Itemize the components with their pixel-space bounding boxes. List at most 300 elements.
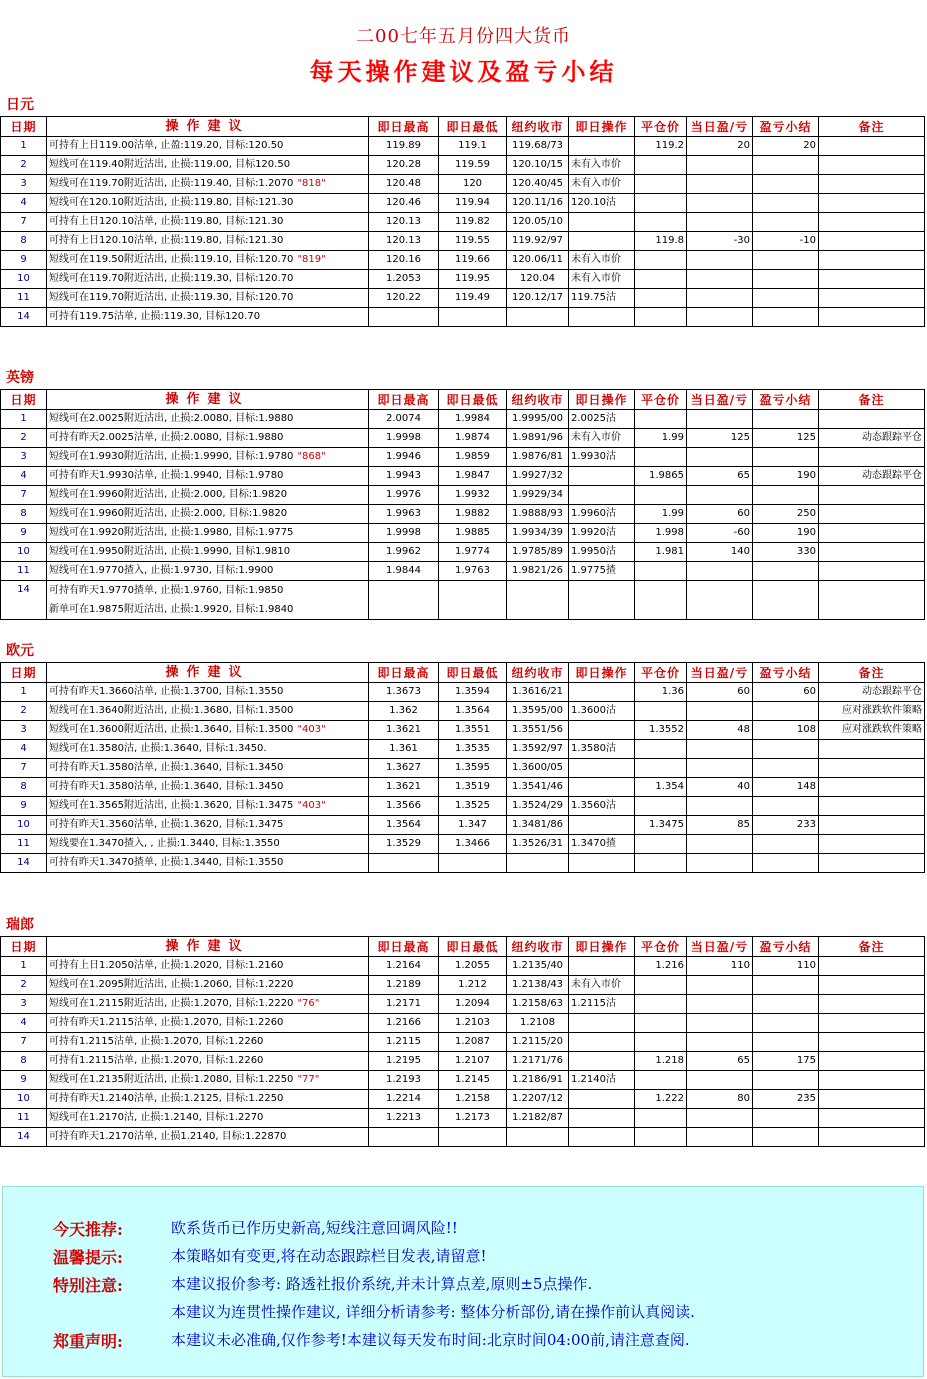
suggestion-cell xyxy=(47,1090,369,1109)
cell-note xyxy=(819,505,925,524)
cell-low: 1.3519 xyxy=(439,778,507,797)
cell-date: 4 xyxy=(1,194,47,213)
cell-ny xyxy=(507,854,569,873)
cell-daily xyxy=(687,448,753,467)
cell-high: 1.3564 xyxy=(369,816,439,835)
cell-date: 14 xyxy=(1,1128,47,1147)
suggestion-cell xyxy=(47,797,369,816)
suggestion-text: 短线可在119.40附近沽出, 止损:119.00, 目标120.50 xyxy=(49,159,291,170)
suggestion-cell xyxy=(47,1071,369,1090)
suggestion-text: 短线可在119.70附近沽出, 止损:119.30, 目标:120.70 xyxy=(49,292,294,303)
cell-low xyxy=(439,581,507,620)
suggestion-cell xyxy=(47,816,369,835)
cell-high: 1.3529 xyxy=(369,835,439,854)
suggestion-text: 短线可在1.9920附近沽出, 止损:1.9980, 目标:1.9775 xyxy=(49,527,294,538)
cell-close xyxy=(635,740,687,759)
cell-close: 1.354 xyxy=(635,778,687,797)
section-label: 日元 xyxy=(6,97,34,113)
cell-date: 10 xyxy=(1,543,47,562)
cell-sum xyxy=(753,976,819,995)
cell-close xyxy=(635,175,687,194)
suggestion-text: 可持有上日120.10沽单, 止损:119.80, 目标:121.30 xyxy=(49,216,284,227)
cell-ny: 1.3524/29 xyxy=(507,797,569,816)
cell-high: 120.22 xyxy=(369,289,439,308)
cell-note xyxy=(819,213,925,232)
suggestion-text: 可持有昨天1.3470揸单, 止损:1.3440, 目标:1.3550 xyxy=(49,857,284,868)
trade-table xyxy=(0,936,925,1147)
cell-ny: 120.11/16 xyxy=(507,194,569,213)
cell-ny: 1.9995/00 xyxy=(507,410,569,429)
suggestion-text: 短线可在120.10附近沽出, 止损:119.80, 目标:121.30 xyxy=(49,197,294,208)
cell-daily xyxy=(687,1109,753,1128)
header-close-price: 平仓价 xyxy=(635,937,687,957)
cell-ny: 1.9927/32 xyxy=(507,467,569,486)
cell-daily: 85 xyxy=(687,816,753,835)
cell-note xyxy=(819,1014,925,1033)
cell-act: 未有入市价 xyxy=(569,270,635,289)
cell-close: 1.3475 xyxy=(635,816,687,835)
cell-sum xyxy=(753,759,819,778)
header-daily-pl: 当日盈/亏 xyxy=(687,937,753,957)
suggestion-text: 短线可在1.3580沽, 止损:1.3640, 目标:1.3450. xyxy=(49,743,267,754)
suggestion-text: 可持有昨天1.2115沽单, 止损:1.2070, 目标:1.2260 xyxy=(49,1017,284,1028)
header-action: 即日操作 xyxy=(569,117,635,137)
cell-note xyxy=(819,581,925,620)
suggestion-text: 短线可在1.2115附近沽出, 止损:1.2070, 目标:1.2220 xyxy=(49,998,294,1009)
cell-low: 1.3594 xyxy=(439,683,507,702)
cell-low: 1.9763 xyxy=(439,562,507,581)
table-row xyxy=(1,505,925,524)
table-row xyxy=(1,194,925,213)
section-label: 英镑 xyxy=(6,370,34,386)
header-suggestion: 操作建议 xyxy=(47,937,369,957)
cell-note xyxy=(819,308,925,327)
cell-act xyxy=(569,1090,635,1109)
recommendation-text: 欧系货币已作历史新高,短线注意回调风险!! xyxy=(171,1219,458,1237)
cell-close: 1.99 xyxy=(635,429,687,448)
table-row xyxy=(1,740,925,759)
cell-low: 1.3595 xyxy=(439,759,507,778)
suggestion-text: 可持有昨天1.3580沽单, 止损:1.3640, 目标:1.3450 xyxy=(49,762,284,773)
suggestion-text: 可持有上日1.2050沽单, 止损:1.2020, 目标:1.2160 xyxy=(49,960,284,971)
cell-note: 应对涨跌软件策略 xyxy=(819,702,925,721)
cell-high: 120.46 xyxy=(369,194,439,213)
cell-note xyxy=(819,1071,925,1090)
cell-date: 4 xyxy=(1,1014,47,1033)
suggestion-cell xyxy=(47,543,369,562)
cell-close xyxy=(635,308,687,327)
cell-high: 1.9998 xyxy=(369,524,439,543)
cell-low: 1.9882 xyxy=(439,505,507,524)
cell-date: 11 xyxy=(1,835,47,854)
cell-date: 10 xyxy=(1,270,47,289)
cell-act: 1.9775揸 xyxy=(569,562,635,581)
highlight-tag: "403" xyxy=(297,800,326,811)
cell-daily xyxy=(687,1033,753,1052)
suggestion-text: 可持有1.2115沽单, 止损:1.2070, 目标:1.2260 xyxy=(49,1055,264,1066)
cell-date: 9 xyxy=(1,524,47,543)
cell-sum xyxy=(753,1071,819,1090)
suggestion-cell xyxy=(47,778,369,797)
cell-sum xyxy=(753,740,819,759)
suggestion-cell xyxy=(47,835,369,854)
table-row xyxy=(1,1014,925,1033)
cell-close xyxy=(635,1128,687,1147)
highlight-tag: "403" xyxy=(297,724,326,735)
suggestion-text: 可持有1.2115沽单, 止损:1.2070, 目标:1.2260 xyxy=(49,1036,264,1047)
cell-high: 120.13 xyxy=(369,213,439,232)
cell-act xyxy=(569,137,635,156)
table-row xyxy=(1,797,925,816)
cell-note: 动态跟踪平仓 xyxy=(819,467,925,486)
suggestion-cell xyxy=(47,957,369,976)
cell-ny: 1.2182/87 xyxy=(507,1109,569,1128)
suggestion-text: 短线可在1.9950附近沽出, 止损:1.9990, 目标1.9810 xyxy=(49,546,291,557)
cell-high: 1.2164 xyxy=(369,957,439,976)
highlight-tag: "77" xyxy=(297,1074,320,1085)
header-action: 即日操作 xyxy=(569,663,635,683)
cell-low: 119.66 xyxy=(439,251,507,270)
cell-low xyxy=(439,1128,507,1147)
header-action: 即日操作 xyxy=(569,390,635,410)
table-row xyxy=(1,213,925,232)
cell-daily: -60 xyxy=(687,524,753,543)
cell-daily: 80 xyxy=(687,1090,753,1109)
cell-note xyxy=(819,816,925,835)
table-row xyxy=(1,581,925,620)
cell-daily xyxy=(687,1071,753,1090)
cell-act: 未有入市价 xyxy=(569,251,635,270)
cell-note xyxy=(819,976,925,995)
cell-date: 8 xyxy=(1,1052,47,1071)
cell-date: 14 xyxy=(1,581,47,620)
cell-act: 1.9920沽 xyxy=(569,524,635,543)
table-row xyxy=(1,1090,925,1109)
cell-close: 1.998 xyxy=(635,524,687,543)
suggestion-cell xyxy=(47,1033,369,1052)
cell-high: 1.9962 xyxy=(369,543,439,562)
suggestion-cell xyxy=(47,702,369,721)
suggestion-cell xyxy=(47,854,369,873)
cell-daily: 110 xyxy=(687,957,753,976)
cell-note xyxy=(819,175,925,194)
cell-daily xyxy=(687,835,753,854)
suggestion-text: 可持有昨天2.0025沽单, 止损:2.0080, 目标:1.9880 xyxy=(49,432,284,443)
cell-high: 1.361 xyxy=(369,740,439,759)
cell-sum xyxy=(753,156,819,175)
cell-daily xyxy=(687,995,753,1014)
cell-act: 1.3560沽 xyxy=(569,797,635,816)
cell-note xyxy=(819,854,925,873)
cell-date: 1 xyxy=(1,410,47,429)
cell-sum xyxy=(753,854,819,873)
table-row xyxy=(1,816,925,835)
cell-sum xyxy=(753,581,819,620)
cell-ny: 120.12/17 xyxy=(507,289,569,308)
cell-close xyxy=(635,1033,687,1052)
cell-date: 3 xyxy=(1,721,47,740)
suggestion-text: 短线可在1.3565附近沽出, 止损:1.3620, 目标:1.3475 xyxy=(49,800,294,811)
cell-close xyxy=(635,156,687,175)
cell-close: 119.8 xyxy=(635,232,687,251)
suggestion-text: 短线可在1.9960附近沽出, 止损:2.000, 目标:1.9820 xyxy=(49,489,288,500)
cell-sum xyxy=(753,797,819,816)
suggestion-cell xyxy=(47,1052,369,1071)
cell-daily: 125 xyxy=(687,429,753,448)
report-title: 每天操作建议及盈亏小结 xyxy=(309,57,618,86)
cell-sum: 235 xyxy=(753,1090,819,1109)
suggestion-text: 可持有上日119.00沽单, 止盈:119.20, 目标:120.50 xyxy=(49,140,284,151)
cell-ny: 1.3600/05 xyxy=(507,759,569,778)
cell-low: 1.9874 xyxy=(439,429,507,448)
table-row xyxy=(1,957,925,976)
table-row xyxy=(1,270,925,289)
header-close-price: 平仓价 xyxy=(635,390,687,410)
cell-low: 119.59 xyxy=(439,156,507,175)
cell-note xyxy=(819,486,925,505)
cell-act: 1.3600沽 xyxy=(569,702,635,721)
table-row xyxy=(1,251,925,270)
header-ny-close: 纽约收市 xyxy=(507,937,569,957)
suggestion-text: 可持有上日120.10沽单, 止损:119.80, 目标:121.30 xyxy=(49,235,284,246)
cell-close xyxy=(635,995,687,1014)
cell-note xyxy=(819,289,925,308)
cell-date: 3 xyxy=(1,995,47,1014)
cell-daily: 65 xyxy=(687,467,753,486)
cell-daily xyxy=(687,702,753,721)
suggestion-text: 短线可在119.70附近沽出, 止损:119.40, 目标:1.2070 xyxy=(49,178,294,189)
cell-note xyxy=(819,524,925,543)
cell-ny: 1.2115/20 xyxy=(507,1033,569,1052)
header-pl-summary: 盈亏小结 xyxy=(753,117,819,137)
cell-high: 1.2213 xyxy=(369,1109,439,1128)
cell-date: 9 xyxy=(1,251,47,270)
cell-act xyxy=(569,778,635,797)
suggestion-cell xyxy=(47,137,369,156)
cell-act xyxy=(569,308,635,327)
header-low: 即日最低 xyxy=(439,390,507,410)
cell-low: 119.94 xyxy=(439,194,507,213)
table-row xyxy=(1,429,925,448)
cell-date: 10 xyxy=(1,816,47,835)
header-low: 即日最低 xyxy=(439,663,507,683)
cell-high: 1.3673 xyxy=(369,683,439,702)
header-daily-pl: 当日盈/亏 xyxy=(687,390,753,410)
cell-close: 1.981 xyxy=(635,543,687,562)
table-header xyxy=(1,937,925,957)
cell-act xyxy=(569,581,635,620)
suggestion-text-2: 新单可在1.9875附近沽出, 止损:1.9920, 目标:1.9840 xyxy=(49,604,294,615)
suggestion-cell xyxy=(47,581,369,620)
attention-text-1: 本建议报价参考: 路透社报价系统,并未计算点差,原则±5点操作. xyxy=(171,1275,593,1293)
header-high: 即日最高 xyxy=(369,390,439,410)
cell-act xyxy=(569,854,635,873)
cell-high: 1.2166 xyxy=(369,1014,439,1033)
cell-high: 1.3566 xyxy=(369,797,439,816)
header-close-price: 平仓价 xyxy=(635,663,687,683)
cell-sum: 175 xyxy=(753,1052,819,1071)
table-row xyxy=(1,486,925,505)
suggestion-text: 可持有昨天1.2140沽单, 止损:1.2125, 目标:1.2250 xyxy=(49,1093,284,1104)
cell-daily xyxy=(687,797,753,816)
cell-sum: 20 xyxy=(753,137,819,156)
cell-act: 119.75沽 xyxy=(569,289,635,308)
header-daily-pl: 当日盈/亏 xyxy=(687,117,753,137)
cell-note xyxy=(819,1090,925,1109)
cell-low xyxy=(439,308,507,327)
cell-sum: 330 xyxy=(753,543,819,562)
suggestion-cell xyxy=(47,270,369,289)
table-row xyxy=(1,137,925,156)
table-row xyxy=(1,995,925,1014)
cell-sum xyxy=(753,270,819,289)
suggestion-text: 短线可在1.3640附近沽出, 止损:1.3680, 目标:1.3500 xyxy=(49,705,294,716)
cell-date: 4 xyxy=(1,467,47,486)
cell-daily xyxy=(687,581,753,620)
header-action: 即日操作 xyxy=(569,937,635,957)
cell-low: 1.2107 xyxy=(439,1052,507,1071)
cell-note xyxy=(819,778,925,797)
table-row xyxy=(1,467,925,486)
cell-date: 11 xyxy=(1,1109,47,1128)
suggestion-text: 短线可在119.50附近沽出, 止损:119.10, 目标:120.70 xyxy=(49,254,294,265)
cell-ny: 120.40/45 xyxy=(507,175,569,194)
suggestion-cell xyxy=(47,995,369,1014)
cell-note xyxy=(819,1033,925,1052)
cell-close xyxy=(635,251,687,270)
table-row xyxy=(1,778,925,797)
suggestion-cell xyxy=(47,505,369,524)
cell-act: 未有入市价 xyxy=(569,976,635,995)
cell-close xyxy=(635,410,687,429)
cell-date: 11 xyxy=(1,562,47,581)
suggestion-cell xyxy=(47,721,369,740)
cell-ny: 1.3592/97 xyxy=(507,740,569,759)
cell-close: 1.99 xyxy=(635,505,687,524)
table-row xyxy=(1,721,925,740)
cell-low: 1.3525 xyxy=(439,797,507,816)
cell-close xyxy=(635,448,687,467)
cell-daily: -30 xyxy=(687,232,753,251)
cell-close xyxy=(635,1109,687,1128)
cell-low: 120 xyxy=(439,175,507,194)
cell-act xyxy=(569,486,635,505)
cell-low: 1.2103 xyxy=(439,1014,507,1033)
report-subtitle: 二00七年五月份四大货币 xyxy=(356,26,571,47)
cell-note xyxy=(819,137,925,156)
tip-row xyxy=(3,1245,923,1269)
cell-low: 119.1 xyxy=(439,137,507,156)
header-date: 日期 xyxy=(1,390,47,410)
table-row xyxy=(1,448,925,467)
cell-close xyxy=(635,1071,687,1090)
header-suggestion: 操作建议 xyxy=(47,390,369,410)
header-close-price: 平仓价 xyxy=(635,117,687,137)
cell-date: 2 xyxy=(1,156,47,175)
trade-table xyxy=(0,116,925,327)
cell-date: 2 xyxy=(1,702,47,721)
suggestion-cell xyxy=(47,156,369,175)
table-header xyxy=(1,663,925,683)
cell-high: 120.16 xyxy=(369,251,439,270)
cell-sum: 125 xyxy=(753,429,819,448)
cell-low: 1.2158 xyxy=(439,1090,507,1109)
suggestion-cell xyxy=(47,759,369,778)
cell-high: 1.362 xyxy=(369,702,439,721)
cell-daily: 40 xyxy=(687,778,753,797)
header-high: 即日最高 xyxy=(369,117,439,137)
cell-low: 1.2094 xyxy=(439,995,507,1014)
cell-daily xyxy=(687,759,753,778)
cell-sum xyxy=(753,486,819,505)
cell-close xyxy=(635,702,687,721)
cell-close xyxy=(635,213,687,232)
cell-act xyxy=(569,1109,635,1128)
cell-sum xyxy=(753,410,819,429)
cell-daily xyxy=(687,410,753,429)
suggestion-cell xyxy=(47,232,369,251)
cell-daily xyxy=(687,194,753,213)
header-suggestion: 操作建议 xyxy=(47,663,369,683)
suggestion-cell xyxy=(47,251,369,270)
header-ny-close: 纽约收市 xyxy=(507,663,569,683)
cell-high: 1.9963 xyxy=(369,505,439,524)
cell-date: 9 xyxy=(1,1071,47,1090)
cell-daily xyxy=(687,976,753,995)
cell-low: 119.49 xyxy=(439,289,507,308)
suggestion-cell xyxy=(47,1014,369,1033)
cell-note xyxy=(819,797,925,816)
cell-high xyxy=(369,854,439,873)
cell-high: 1.2189 xyxy=(369,976,439,995)
suggestion-text: 短线可在1.9770揸入, 止损:1.9730, 目标:1.9900 xyxy=(49,565,274,576)
cell-low: 1.212 xyxy=(439,976,507,995)
cell-daily xyxy=(687,308,753,327)
cell-ny: 1.9821/26 xyxy=(507,562,569,581)
suggestion-cell xyxy=(47,213,369,232)
cell-close: 1.36 xyxy=(635,683,687,702)
cell-high: 1.2115 xyxy=(369,1033,439,1052)
cell-ny: 1.2186/91 xyxy=(507,1071,569,1090)
header-note: 备注 xyxy=(819,663,925,683)
cell-note xyxy=(819,232,925,251)
suggestion-text: 可持有昨天1.2170沽单, 止损1.2140, 目标:1.22870 xyxy=(49,1131,287,1142)
cell-date: 3 xyxy=(1,448,47,467)
cell-sum xyxy=(753,1109,819,1128)
cell-note xyxy=(819,759,925,778)
cell-ny: 120.04 xyxy=(507,270,569,289)
cell-note xyxy=(819,410,925,429)
cell-ny: 1.2207/12 xyxy=(507,1090,569,1109)
cell-act xyxy=(569,1033,635,1052)
cell-date: 7 xyxy=(1,486,47,505)
cell-low: 1.9774 xyxy=(439,543,507,562)
suggestion-cell xyxy=(47,175,369,194)
cell-act: 未有入市价 xyxy=(569,429,635,448)
cell-daily xyxy=(687,156,753,175)
table-row xyxy=(1,524,925,543)
cell-note xyxy=(819,835,925,854)
cell-high: 120.13 xyxy=(369,232,439,251)
cell-high: 1.2214 xyxy=(369,1090,439,1109)
cell-low: 1.9984 xyxy=(439,410,507,429)
suggestion-cell xyxy=(47,289,369,308)
cell-ny: 119.92/97 xyxy=(507,232,569,251)
cell-date: 7 xyxy=(1,213,47,232)
cell-close: 1.222 xyxy=(635,1090,687,1109)
cell-close: 1.216 xyxy=(635,957,687,976)
cell-high: 1.9998 xyxy=(369,429,439,448)
